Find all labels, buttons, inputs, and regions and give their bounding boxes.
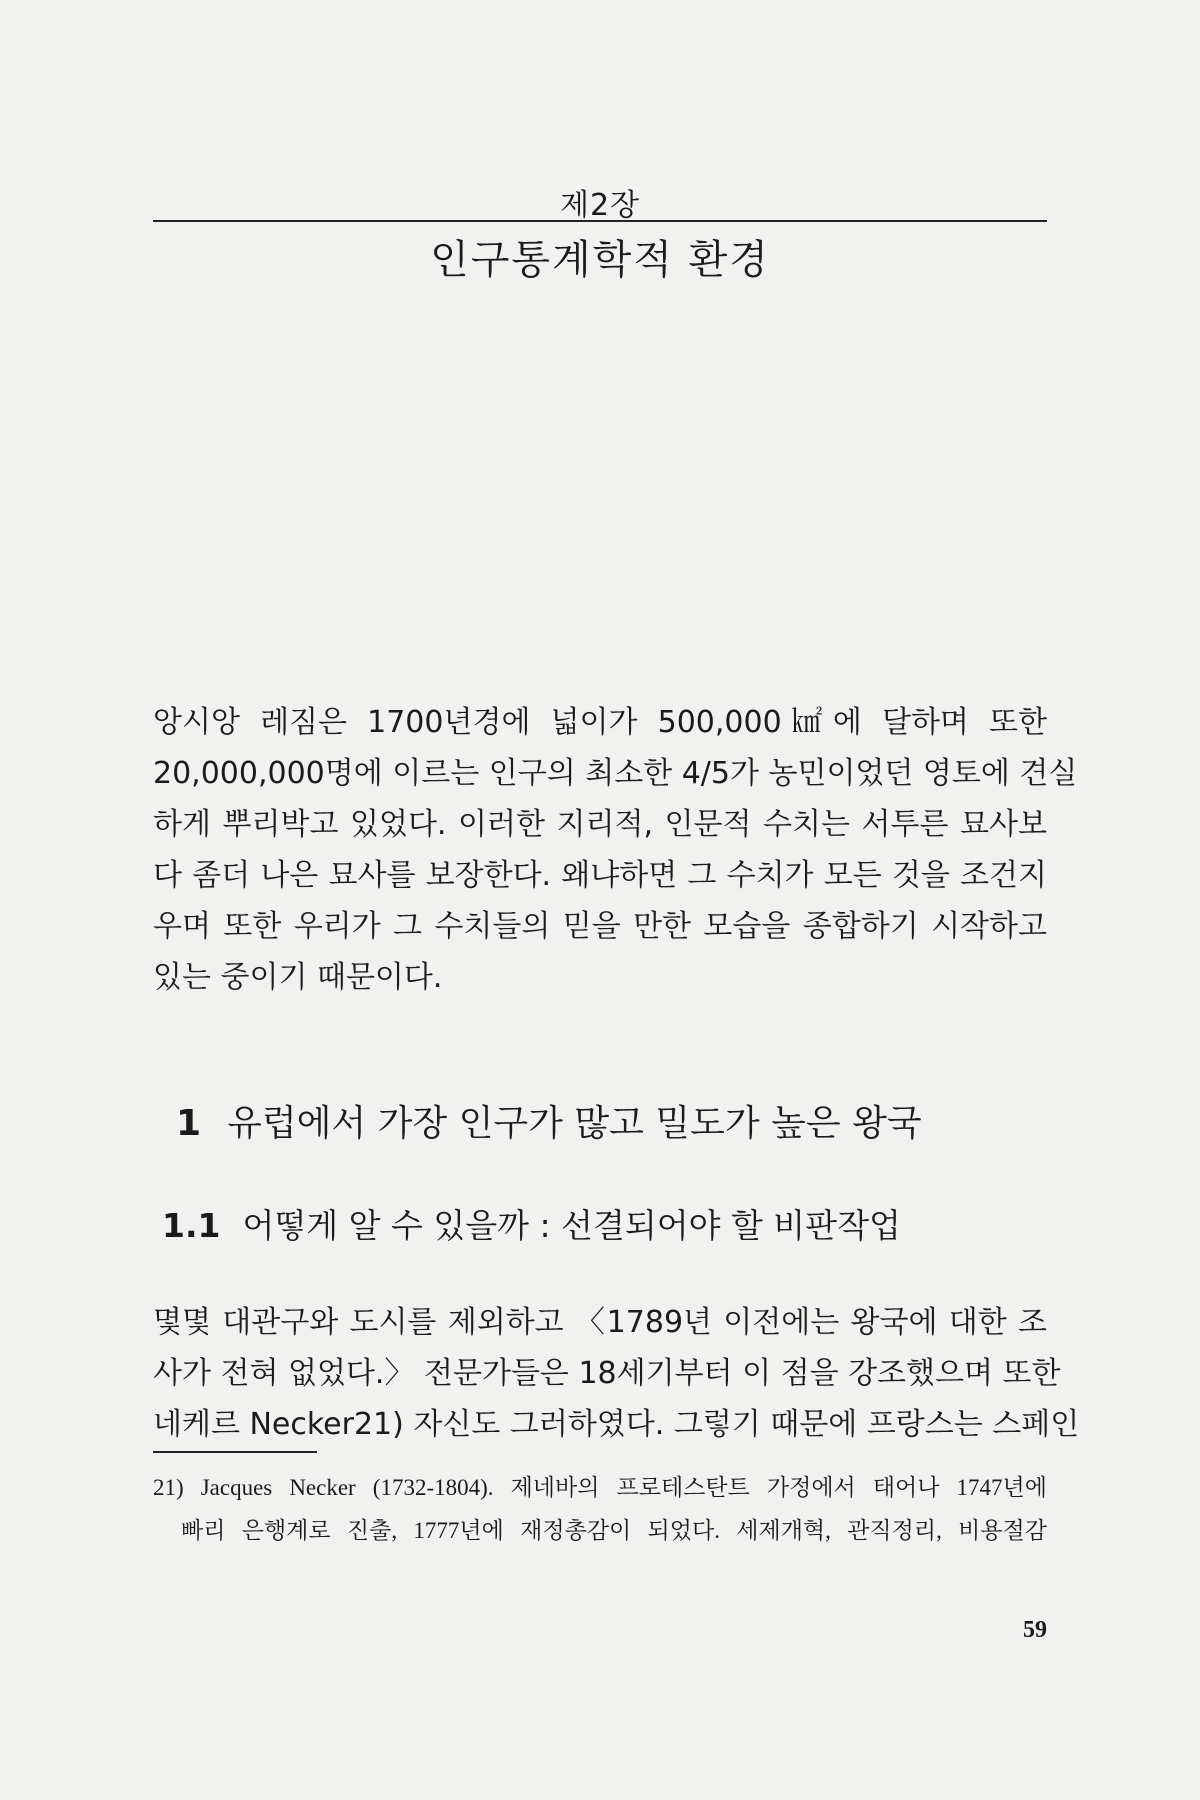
paragraph-line: 몇몇 대관구와 도시를 제외하고 〈1789년 이전에는 왕국에 대한 조 [153,1305,1047,1340]
paragraph-line: 있는 중이기 때문이다. [153,960,443,995]
page-number: 59 [1023,1617,1047,1643]
section-number: 1 [176,1103,202,1144]
paragraph-line: 사가 전혀 없었다.〉 전문가들은 18세기부터 이 점을 강조했으며 또한 [153,1356,1061,1391]
subsection-title: 어떻게 알 수 있을까 : 선결되어야 할 비판작업 [242,1206,901,1245]
paragraph-line: 앙시앙 레짐은 1700년경에 넓이가 500,000㎢에 달하며 또한 [153,705,1047,740]
chapter-divider [153,220,1047,222]
paragraph-line: 우며 또한 우리가 그 수치들의 믿을 만한 모습을 종합하기 시작하고 [153,909,1047,944]
body-paragraph [153,1297,1080,1450]
section-title: 유럽에서 가장 인구가 많고 밀도가 높은 왕국 [227,1103,922,1144]
footnote-divider [153,1451,317,1453]
paragraph-line: 20,000,000명에 이르는 인구의 최소한 4/5가 농민이었던 영토에 견실 [153,756,1078,791]
subsection-heading [162,1200,901,1247]
chapter-title: 인구통계학적 환경 [430,237,770,283]
section-heading [176,1095,922,1146]
footnote-line: 빠리 은행계로 진출, 1777년에 재정총감이 되었다. 세제개혁, 관직정리, 비용절감 [181,1518,1047,1543]
chapter-label: 제2장 [559,188,641,223]
intro-paragraph [153,697,1078,1003]
paragraph-line: 하게 뿌리박고 있었다. 이러한 지리적, 인문적 수치는 서투른 묘사보 [153,807,1047,842]
subsection-number: 1.1 [162,1206,221,1245]
paragraph-line: 다 좀더 나은 묘사를 보장한다. 왜냐하면 그 수치가 모든 것을 조건지 [153,858,1047,893]
footnote-line: 21) Jacques Necker (1732-1804). 제네바의 프로테스탄트 가정에서 태어나 1747년에 [153,1475,1047,1500]
paragraph-line: 네케르 Necker21) 자신도 그러하였다. 그렇기 때문에 프랑스는 스페인 [153,1407,1080,1442]
footnote [153,1466,1047,1552]
